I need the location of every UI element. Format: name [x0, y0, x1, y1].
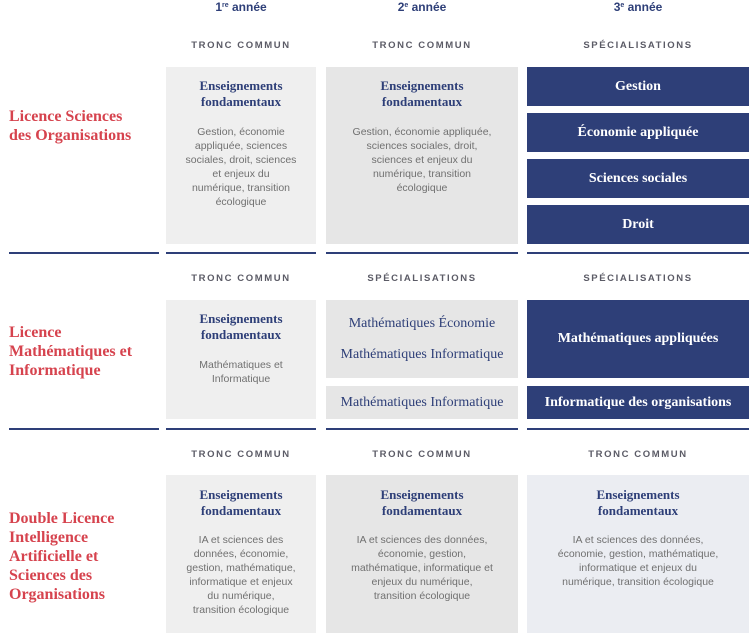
column-divider [326, 428, 518, 430]
phase-label: SPÉCIALISATIONS [367, 273, 477, 284]
specialization-sciences-sociales: Sciences sociales [527, 159, 749, 198]
specialization-informatique-organisations: Informatique des organisations [527, 386, 749, 419]
phase-label: TRONC COMMUN [191, 40, 291, 51]
column-divider [166, 252, 316, 254]
column-divider [166, 428, 316, 430]
specialization-economie-appliquee: Économie appliquée [527, 113, 749, 152]
card-title: Enseignements fondamentaux [199, 311, 283, 342]
card-description: Gestion, économie appliquée, sciences sociales, droit, sciences et enjeux du numérique, transition écologique [352, 126, 492, 194]
specialization-math-informatique: Mathématiques Informatique [326, 386, 518, 419]
card-title: Enseignements fondamentaux [380, 487, 464, 518]
specialization-math-informatique: Mathématiques Informatique [340, 347, 504, 362]
phase-label: TRONC COMMUN [191, 449, 291, 460]
column-divider [527, 428, 749, 430]
section-divider [9, 252, 159, 254]
specialization-gestion: Gestion [527, 67, 749, 106]
card-title: Enseignements fondamentaux [199, 78, 283, 109]
specialization-droit: Droit [527, 205, 749, 244]
course-card [166, 300, 316, 419]
program-title: Licence Mathématiques et Informatique [9, 324, 133, 379]
phase-label: SPÉCIALISATIONS [583, 40, 693, 51]
section-divider [9, 428, 159, 430]
card-description: Mathématiques et Informatique [199, 359, 283, 385]
course-card [326, 475, 518, 633]
specialization-group [326, 300, 518, 378]
card-description: IA et sciences des données, économie, gestion, mathématique, informatique et enjeux du numérique, transition écologique [351, 534, 493, 602]
year-header-1: 1re année [215, 0, 267, 14]
phase-label: TRONC COMMUN [372, 449, 472, 460]
specialization-math-economie: Mathématiques Économie [348, 316, 496, 331]
column-divider [527, 252, 749, 254]
course-card [527, 475, 749, 633]
card-description: Gestion, économie appliquée, sciences sociales, droit, sciences et enjeux du numérique, transition écologique [185, 126, 297, 208]
phase-label: TRONC COMMUN [372, 40, 472, 51]
phase-label: SPÉCIALISATIONS [583, 273, 693, 284]
card-title: Enseignements fondamentaux [380, 78, 464, 109]
card-title: Enseignements fondamentaux [596, 487, 680, 518]
specialization-math-appliquees: Mathématiques appliquées [527, 300, 749, 378]
column-divider [326, 252, 518, 254]
phase-label: TRONC COMMUN [191, 273, 291, 284]
card-description: IA et sciences des données, économie, gestion, mathématique, informatique et enjeux du numérique, transition écologique [557, 534, 719, 588]
year-header-2: 2e année [397, 0, 447, 14]
course-card [166, 67, 316, 244]
course-card [166, 475, 316, 633]
card-description: IA et sciences des données, économie, gestion, mathématique, informatique et enjeux du numérique, transition écologique [186, 534, 296, 616]
program-title: Licence Sciences des Organisations [9, 108, 132, 144]
course-card [326, 67, 518, 244]
card-title: Enseignements fondamentaux [199, 487, 283, 518]
year-header-3: 3e année [613, 0, 663, 14]
program-title: Double Licence Intelligence Artificielle et Sciences des Organisations [9, 510, 115, 603]
phase-label: TRONC COMMUN [588, 449, 688, 460]
